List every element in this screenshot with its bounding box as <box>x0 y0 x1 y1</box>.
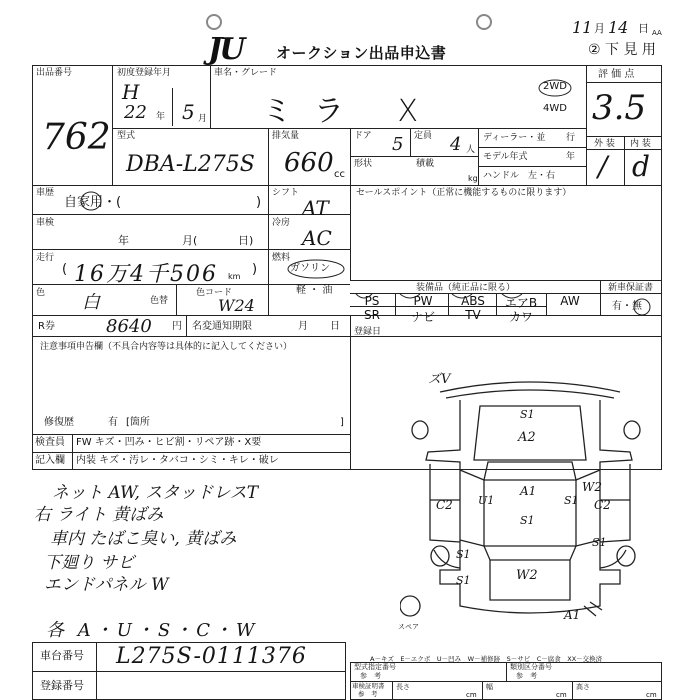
date-day: 14 <box>608 18 629 37</box>
equip-abs: ABS <box>461 294 485 308</box>
punch-hole-left <box>206 14 222 30</box>
inspection-month-unit: 月( <box>182 234 198 247</box>
registration-month-value: 5 <box>182 100 195 124</box>
equip-leather: カワ <box>508 310 533 324</box>
displacement-unit: cc <box>334 169 345 180</box>
repair-history-label: 修復歴 <box>44 417 74 428</box>
record-label: 記入欄 <box>35 455 65 466</box>
spare-label: スペア <box>398 623 419 631</box>
equipment-checkmarks <box>352 290 548 304</box>
inspection-year-unit: 年 <box>118 234 129 247</box>
first-registration-label: 初度登録年月 <box>117 68 172 78</box>
mark-s1-rear-left: S1 <box>456 548 471 561</box>
shift-label: シフト <box>272 188 300 198</box>
mark-w2-rear: W2 <box>516 568 538 583</box>
capacity-unit: 人 <box>466 145 476 155</box>
exterior-value: / <box>598 150 608 183</box>
model-year-suffix: 年 <box>566 152 576 162</box>
registration-number-label: 登録番号 <box>40 679 84 692</box>
model-grade-value: ミラ X <box>262 94 441 129</box>
mark-c2-right: C2 <box>594 498 611 512</box>
warranty-label: 新車保証書 <box>608 283 654 293</box>
shape-label: 形状 <box>354 159 373 169</box>
warranty-none-circle <box>632 298 652 316</box>
date-suffix: AA <box>652 29 662 37</box>
mark-u1: U1 <box>478 494 495 507</box>
equip-tv: TV <box>465 308 481 322</box>
equip-pw: PW <box>413 294 433 308</box>
mark-s1-left-rear: S1 <box>592 536 607 549</box>
color-value: 白 <box>82 292 100 313</box>
model-year-label: モデル年式 <box>483 152 528 162</box>
fuel-value: ガソリン <box>290 263 330 274</box>
cert-label: 車検証明書 <box>352 682 385 690</box>
color-change-label: 色替 <box>150 296 169 306</box>
name-change-label: 名変通知期限 <box>192 321 252 332</box>
date-month: 11 <box>572 18 593 37</box>
equip-sr: SR <box>364 308 380 322</box>
model-grade-label: 車名・グレード <box>214 68 278 78</box>
note-line-2: 右 ライト 黄ばみ <box>34 505 164 525</box>
mileage-unit: km <box>228 272 241 281</box>
door-label: ドア <box>354 131 372 141</box>
model-type-label: 型式 <box>117 131 136 141</box>
chassis-number-value: L275S-0111376 <box>116 644 307 669</box>
registration-year-unit: 年 <box>156 112 166 122</box>
displacement-label: 排気量 <box>272 131 300 141</box>
inspection-day-unit: 日) <box>238 234 254 247</box>
repair-close: ] <box>340 417 344 428</box>
category-sub: 参 考 <box>516 672 537 680</box>
mileage-paren: ( <box>62 262 68 277</box>
drive-2wd: 2WD <box>543 81 567 92</box>
fuel-label: 燃料 <box>272 253 291 263</box>
gasoline-circle <box>286 258 346 280</box>
dealer-suffix: 行 <box>566 133 576 143</box>
recycle-value: 8640 <box>106 316 152 337</box>
form-title: オークション出品申込書 <box>276 44 447 62</box>
private-use-circle <box>80 191 102 211</box>
shift-value: AT <box>302 196 329 220</box>
punch-hole-right <box>476 14 492 30</box>
drive-4wd: 4WD <box>543 103 567 114</box>
registration-month-unit: 月 <box>198 114 208 124</box>
equip-navi: ナビ <box>410 310 435 324</box>
displacement-value: 660 <box>284 148 334 178</box>
name-change-day: 日 <box>330 321 340 332</box>
capacity-label: 定員 <box>414 131 433 141</box>
load-unit: kg <box>468 174 478 183</box>
model-type-value: DBA-L275S <box>126 152 255 177</box>
notes-title: 注意事項申告欄（不具合内容等は具体的に記入してください） <box>40 342 293 352</box>
handle-label: ハンドル 左・右 <box>483 171 556 181</box>
inspector-codes: FW キズ・凹み・ヒビ割・リペア跡・X要 <box>76 437 262 448</box>
width-unit: cm <box>556 691 567 699</box>
dealer-label: ディーラー・並 <box>483 133 546 143</box>
interior-codes: 内装 キズ・汚レ・タバコ・シミ・キレ・破レ <box>76 455 279 466</box>
note-line-1: ネット AW, スタッドレスT <box>52 483 259 503</box>
ac-value: AC <box>302 226 332 250</box>
registration-year-value: 22 <box>124 102 147 123</box>
note-line-4: 下廻り サビ <box>44 553 135 573</box>
equip-ps: PS <box>364 294 380 308</box>
capacity-value: 4 <box>450 134 462 155</box>
mileage-label: 走行 <box>36 253 55 263</box>
note-line-3: 車内 たばこ臭い, 黄ばみ <box>50 529 237 549</box>
drive-circle-mark <box>538 78 572 98</box>
mileage-close: ) <box>252 262 258 277</box>
length-label: 長さ <box>396 683 410 691</box>
exterior-label: 外 装 <box>594 139 615 149</box>
mark-s1-rear-mid: S1 <box>456 574 471 587</box>
interior-value: d <box>632 150 650 183</box>
lot-number-label: 出品番号 <box>36 68 73 78</box>
equipment-title: 装備品（純正品に限る） <box>416 283 516 293</box>
vehicle-history-close: ) <box>256 195 262 210</box>
ac-label: 冷房 <box>272 218 291 228</box>
vehicle-history-label: 車歴 <box>36 188 55 198</box>
length-unit: cm <box>466 691 477 699</box>
equip-airbag: エアB <box>504 296 538 310</box>
cert-sub: 参 考 <box>358 690 378 698</box>
mark-a1-rear: A1 <box>564 608 581 622</box>
mark-w2-right: W2 <box>582 480 602 494</box>
note-line-6: 各 A・U・S・C・W <box>46 620 259 641</box>
color-code-value: W24 <box>218 296 255 315</box>
color-label: 色 <box>36 288 46 298</box>
damage-legend: A－キズ E－エクボ U－凹み W－補修跡 S－サビ C－腐食 XX－交換済 <box>370 655 603 663</box>
model-spec-label: 型式指定番号 <box>354 663 396 671</box>
mark-zv: ズV <box>428 372 451 387</box>
recycle-label: R券 <box>38 321 55 332</box>
load-label: 積載 <box>416 159 435 169</box>
score-value: 3.5 <box>592 88 647 128</box>
mark-s1-mid: S1 <box>520 514 535 527</box>
interior-label: 内 装 <box>630 139 651 149</box>
recycle-unit: 円 <box>172 321 182 332</box>
mark-s1-right: S1 <box>564 494 579 507</box>
warranty-value: 有・無 <box>612 301 642 312</box>
equip-aw: AW <box>560 294 580 308</box>
era-value: H <box>122 80 140 104</box>
fuel-light: 軽 ・ 油 <box>296 285 333 296</box>
copy-label: ② 下 見 用 <box>588 42 656 58</box>
chassis-number-label: 車台番号 <box>40 649 84 662</box>
date-day-unit: 日 <box>638 22 649 35</box>
registration-date-label: 登録日 <box>354 327 382 337</box>
mark-a2: A2 <box>518 430 536 445</box>
mark-c2-left: C2 <box>436 498 453 512</box>
mileage-value: 16万4千506 <box>74 262 218 287</box>
score-label: 評 価 点 <box>598 69 635 80</box>
lot-number-value: 762 <box>42 117 111 158</box>
ju-logo: JU <box>208 32 243 67</box>
vehicle-history-value: 自家用・( <box>64 195 122 210</box>
door-value: 5 <box>392 134 404 155</box>
height-unit: cm <box>646 691 657 699</box>
name-change-month: 月 <box>298 321 308 332</box>
category-label: 類別区分番号 <box>510 663 552 671</box>
repair-place: [箇所 <box>126 417 150 428</box>
inspection-label: 車検 <box>36 218 55 228</box>
mark-s1-roof: S1 <box>520 408 535 421</box>
height-label: 高さ <box>576 683 590 691</box>
repair-yes: 有 <box>108 417 118 428</box>
date-month-unit: 月 <box>594 22 605 35</box>
color-code-label: 色コード <box>196 288 233 298</box>
width-label: 幅 <box>486 683 493 691</box>
sales-point-label: セールスポイント（正常に機能するものに限ります） <box>356 188 572 198</box>
mark-a1-hood: A1 <box>520 484 537 498</box>
note-line-5: エンドパネル W <box>44 575 169 595</box>
model-spec-sub: 参 考 <box>360 672 381 680</box>
inspector-label: 検査員 <box>35 437 65 448</box>
